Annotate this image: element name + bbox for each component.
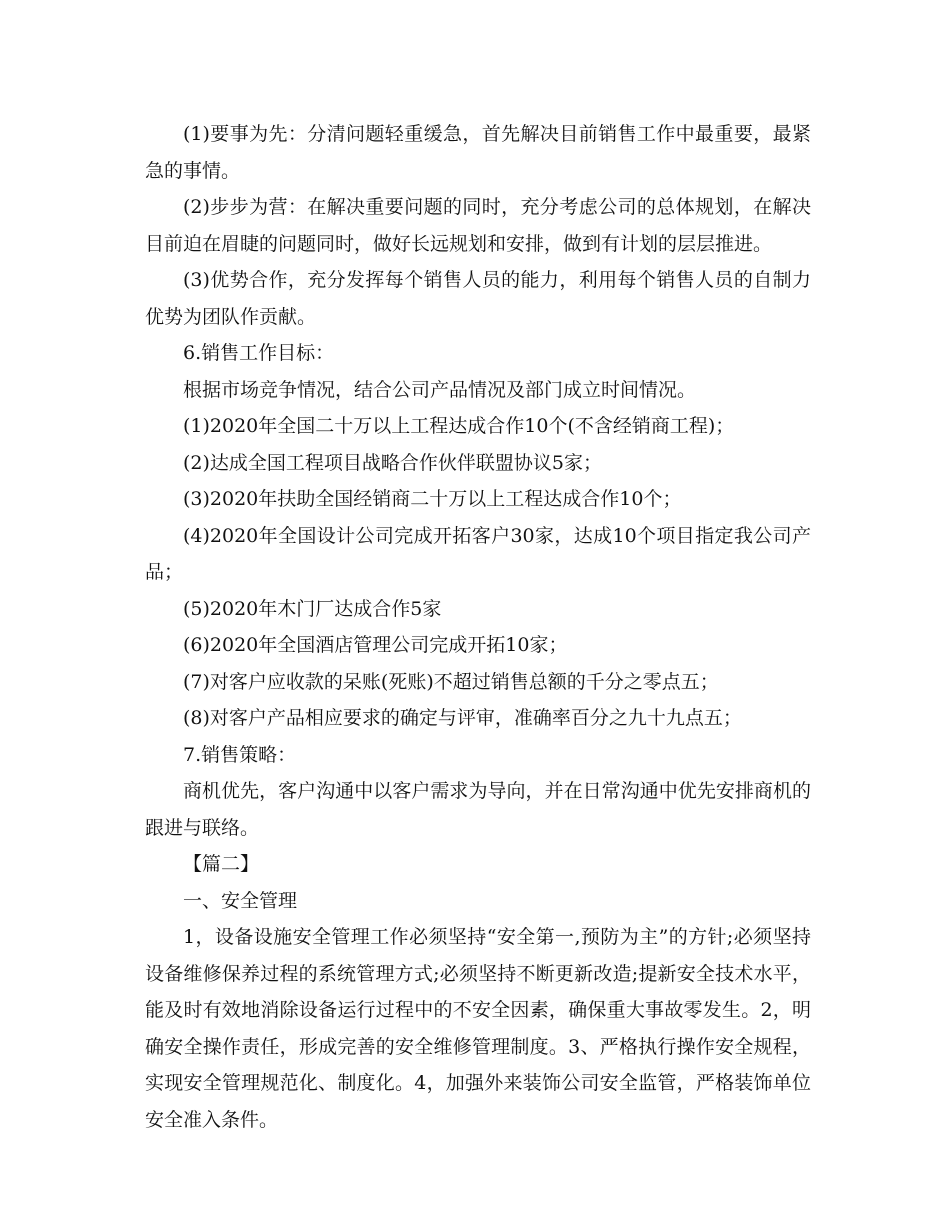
goal-item-7: (7)对客户应收款的呆账(死账)不超过销售总额的千分之零点五； (183, 670, 719, 693)
goal-item-3: (3)2020年扶助全国经销商二十万以上工程达成合作10个； (183, 488, 682, 510)
goal-item-4: (4)2020年全国设计公司完成开拓客户30家，达成10个项目指定我公司产品； (145, 524, 811, 583)
paragraph-goals-intro: 根据市场竞争情况，结合公司产品情况及部门成立时间情况。 (183, 378, 697, 401)
chapter-heading-part-two: 【篇二】 (183, 853, 260, 875)
goal-item-8: (8)对客户产品相应要求的确定与评审，准确率百分之九十九点五； (183, 707, 742, 729)
paragraph-strategy: 商机优先，客户沟通中以客户需求为导向，并在日常沟通中优先安排商机的跟进与联络。 (145, 780, 811, 839)
section-heading-safety-management: 一、安全管理 (183, 889, 298, 912)
document-body (145, 116, 811, 1138)
paragraph-3-advantage-cooperation: (3)优势合作，充分发挥每个销售人员的能力，利用每个销售人员的自制力优势为团队作贡献。 (145, 269, 811, 328)
paragraph-1-priority-first: (1)要事为先：分清问题轻重缓急，首先解决目前销售工作中最重要，最紧急的事情。 (145, 123, 811, 182)
goal-item-5: (5)2020年木门厂达成合作5家 (183, 597, 442, 620)
goal-item-2: (2)达成全国工程项目战略合作伙伴联盟协议5家； (183, 451, 603, 474)
paragraph-safety-management: 1，设备设施安全管理工作必须坚持“安全第一,预防为主”的方针;必须坚持设备维修保养过程的系统管理方式;必须坚持不断更新改造;提新安全技术水平，能及时有效地消除设备运行过程中的不安全因素，确保重大事故零发生。2，明确安全操作责任，形成完善的安全维修管理制度。3、严格执行操作安全规程，实现安全管理规范化、制度化。4，加强外来装饰公司安全监管，严格装饰单位安全准入条件。 (145, 926, 811, 1131)
section-heading-sales-strategy: 7.销售策略： (183, 743, 297, 766)
goal-item-1: (1)2020年全国二十万以上工程达成合作10个(不含经销商工程)； (183, 415, 735, 437)
goal-item-6: (6)2020年全国酒店管理公司完成开拓10家； (183, 634, 568, 656)
section-heading-sales-goals: 6.销售工作目标： (183, 342, 335, 364)
paragraph-2-step-by-step: (2)步步为营：在解决重要问题的同时，充分考虑公司的总体规划，在解决目前迫在眉睫的问题同时，做好长远规划和安排，做到有计划的层层推进。 (145, 196, 811, 255)
